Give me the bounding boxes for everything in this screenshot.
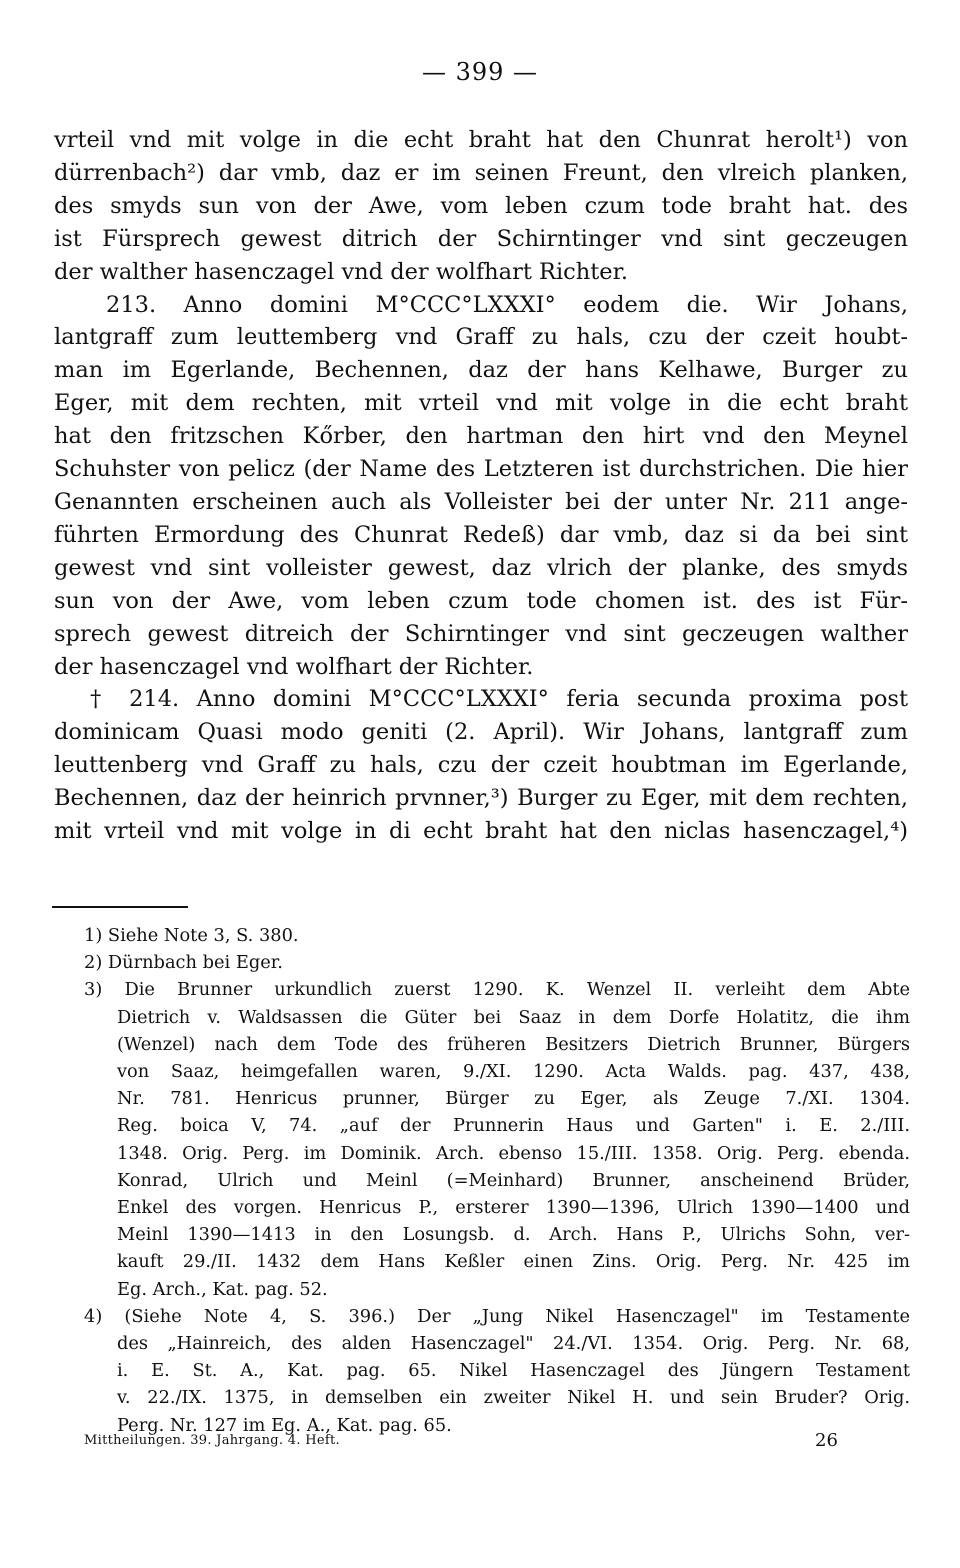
text-line: Genannten erscheinen auch als Volleister bei der unter Nr. 211 ange- <box>54 488 908 515</box>
text-line: der walther hasenczagel vnd der wolfhart Richter. <box>54 258 629 285</box>
footnotes <box>84 922 910 1439</box>
footnote-line: Eg. Arch., Kat. pag. 52. <box>117 1278 328 1300</box>
footnote-line: des „Hainreich, des alden Hasenczagel" 24./VI. 1354. Orig. Perg. Nr. 68, <box>117 1333 910 1355</box>
footnote-2: 2) Dürnbach bei Eger. <box>84 952 283 974</box>
signature-mark: Mittheilungen. 39. Jahrgang. 4. Heft. <box>84 1433 340 1448</box>
signature-number: 26 <box>815 1430 838 1451</box>
entry-213-heading: 213. Anno domini M°CCC°LXXXI° eodem die. Wir Johans, <box>106 291 908 318</box>
footnote-line: von Saaz, heimgefallen waren, 9./XI. 1290. Acta Walds. pag. 437, 438, <box>117 1061 910 1083</box>
footnote-line: Perg. Nr. 127 im Eg. A., Kat. pag. 65. <box>117 1414 452 1436</box>
footnote-line: Enkel des vorgen. Henricus P., ersterer 1390—1396, Ulrich 1390—1400 und <box>117 1197 910 1219</box>
footnote-line: Meinl 1390—1413 in den Losungsb. d. Arch. Hans P., Ulrichs Sohn, ver- <box>117 1224 910 1246</box>
entry-214-heading: † 214. Anno domini M°CCC°LXXXI° feria secunda proxima post <box>90 686 908 713</box>
text-line: mit vrteil vnd mit volge in di echt braht hat den niclas hasenczagel,⁴) <box>54 818 908 845</box>
footnote-line: Dietrich v. Waldsassen die Güter bei Saaz in dem Dorfe Holatitz, die ihm <box>117 1006 910 1028</box>
text-line: führten Ermordung des Chunrat Redeß) dar vmb, daz si da bei sint <box>54 521 908 548</box>
main-text <box>54 124 908 848</box>
footnote-4: 4) (Siehe Note 4, S. 396.) Der „Jung Nikel Hasenczagel" im Testamente <box>84 1305 910 1327</box>
text-line: dominicam Quasi modo geniti (2. April). Wir Johans, lantgraff zum <box>54 719 908 746</box>
text-line: gewest vnd sint volleister gewest, daz vlrich der planke, des smyds <box>54 554 908 581</box>
footnote-divider <box>52 906 188 908</box>
footnote-line: v. 22./IX. 1375, in demselben ein zweiter Nikel H. und sein Bruder? Orig. <box>117 1387 910 1409</box>
text-line: der hasenczagel vnd wolfhart der Richter. <box>54 653 534 680</box>
footnote-line: 1348. Orig. Perg. im Dominik. Arch. ebenso 15./III. 1358. Orig. Perg. ebenda. <box>117 1142 910 1164</box>
page-number: — 399 — <box>421 58 539 86</box>
text-line: hat den fritzschen Kőrber, den hartman den hirt vnd den Meynel <box>54 423 908 450</box>
text-line: sprech gewest ditreich der Schirntinger vnd sint geczeugen walther <box>54 620 908 647</box>
footnote-line: Reg. boica V, 74. „auf der Prunnerin Haus und Garten" i. E. 2./III. <box>117 1115 910 1137</box>
text-line: vrteil vnd mit volge in die echt braht hat den Chunrat herolt¹) von <box>54 127 908 153</box>
text-line: ist Fürsprech gewest ditrich der Schirntinger vnd sint geczeugen <box>54 225 908 252</box>
text-line: Eger, mit dem rechten, mit vrteil vnd mit volge in die echt braht <box>54 390 908 417</box>
text-line: sun von der Awe, vom leben czum tode chomen ist. des ist Für- <box>54 587 908 614</box>
text-line: Bechennen, daz der heinrich prvnner,³) Burger zu Eger, mit dem rechten, <box>54 785 908 812</box>
text-line: lantgraff zum leuttemberg vnd Graff zu hals, czu der czeit houbt- <box>54 324 908 351</box>
footnote-line: Konrad, Ulrich und Meinl (=Meinhard) Brunner, anscheinend Brüder, <box>117 1169 910 1191</box>
text-line: Schuhster von pelicz (der Name des Letzteren ist durchstrichen. Die hier <box>54 456 908 483</box>
footnote-3: 3) Die Brunner urkundlich zuerst 1290. K. Wenzel II. verleiht dem Abte <box>84 979 910 1001</box>
text-line: man im Egerlande, Bechennen, daz der hans Kelhawe, Burger zu <box>54 357 908 384</box>
footnote-1: 1) Siehe Note 3, S. 380. <box>84 925 299 946</box>
text-line: dürrenbach²) dar vmb, daz er im seinen Freunt, den vlreich planken, <box>54 159 908 186</box>
footnote-line: i. E. St. A., Kat. pag. 65. Nikel Hasenczagel des Jüngern Testament <box>117 1360 910 1382</box>
text-line: des smyds sun von der Awe, vom leben czum tode braht hat. des <box>54 192 908 219</box>
footnote-line: Nr. 781. Henricus prunner, Bürger zu Eger, als Zeuge 7./XI. 1304. <box>117 1088 910 1110</box>
footnote-line: (Wenzel) nach dem Tode des früheren Besitzers Dietrich Brunner, Bürgers <box>117 1033 910 1055</box>
footnote-line: kauft 29./II. 1432 dem Hans Keßler einen Zins. Orig. Perg. Nr. 425 im <box>117 1251 910 1273</box>
text-line: leuttenberg vnd Graff zu hals, czu der czeit houbtman im Egerlande, <box>54 752 908 779</box>
